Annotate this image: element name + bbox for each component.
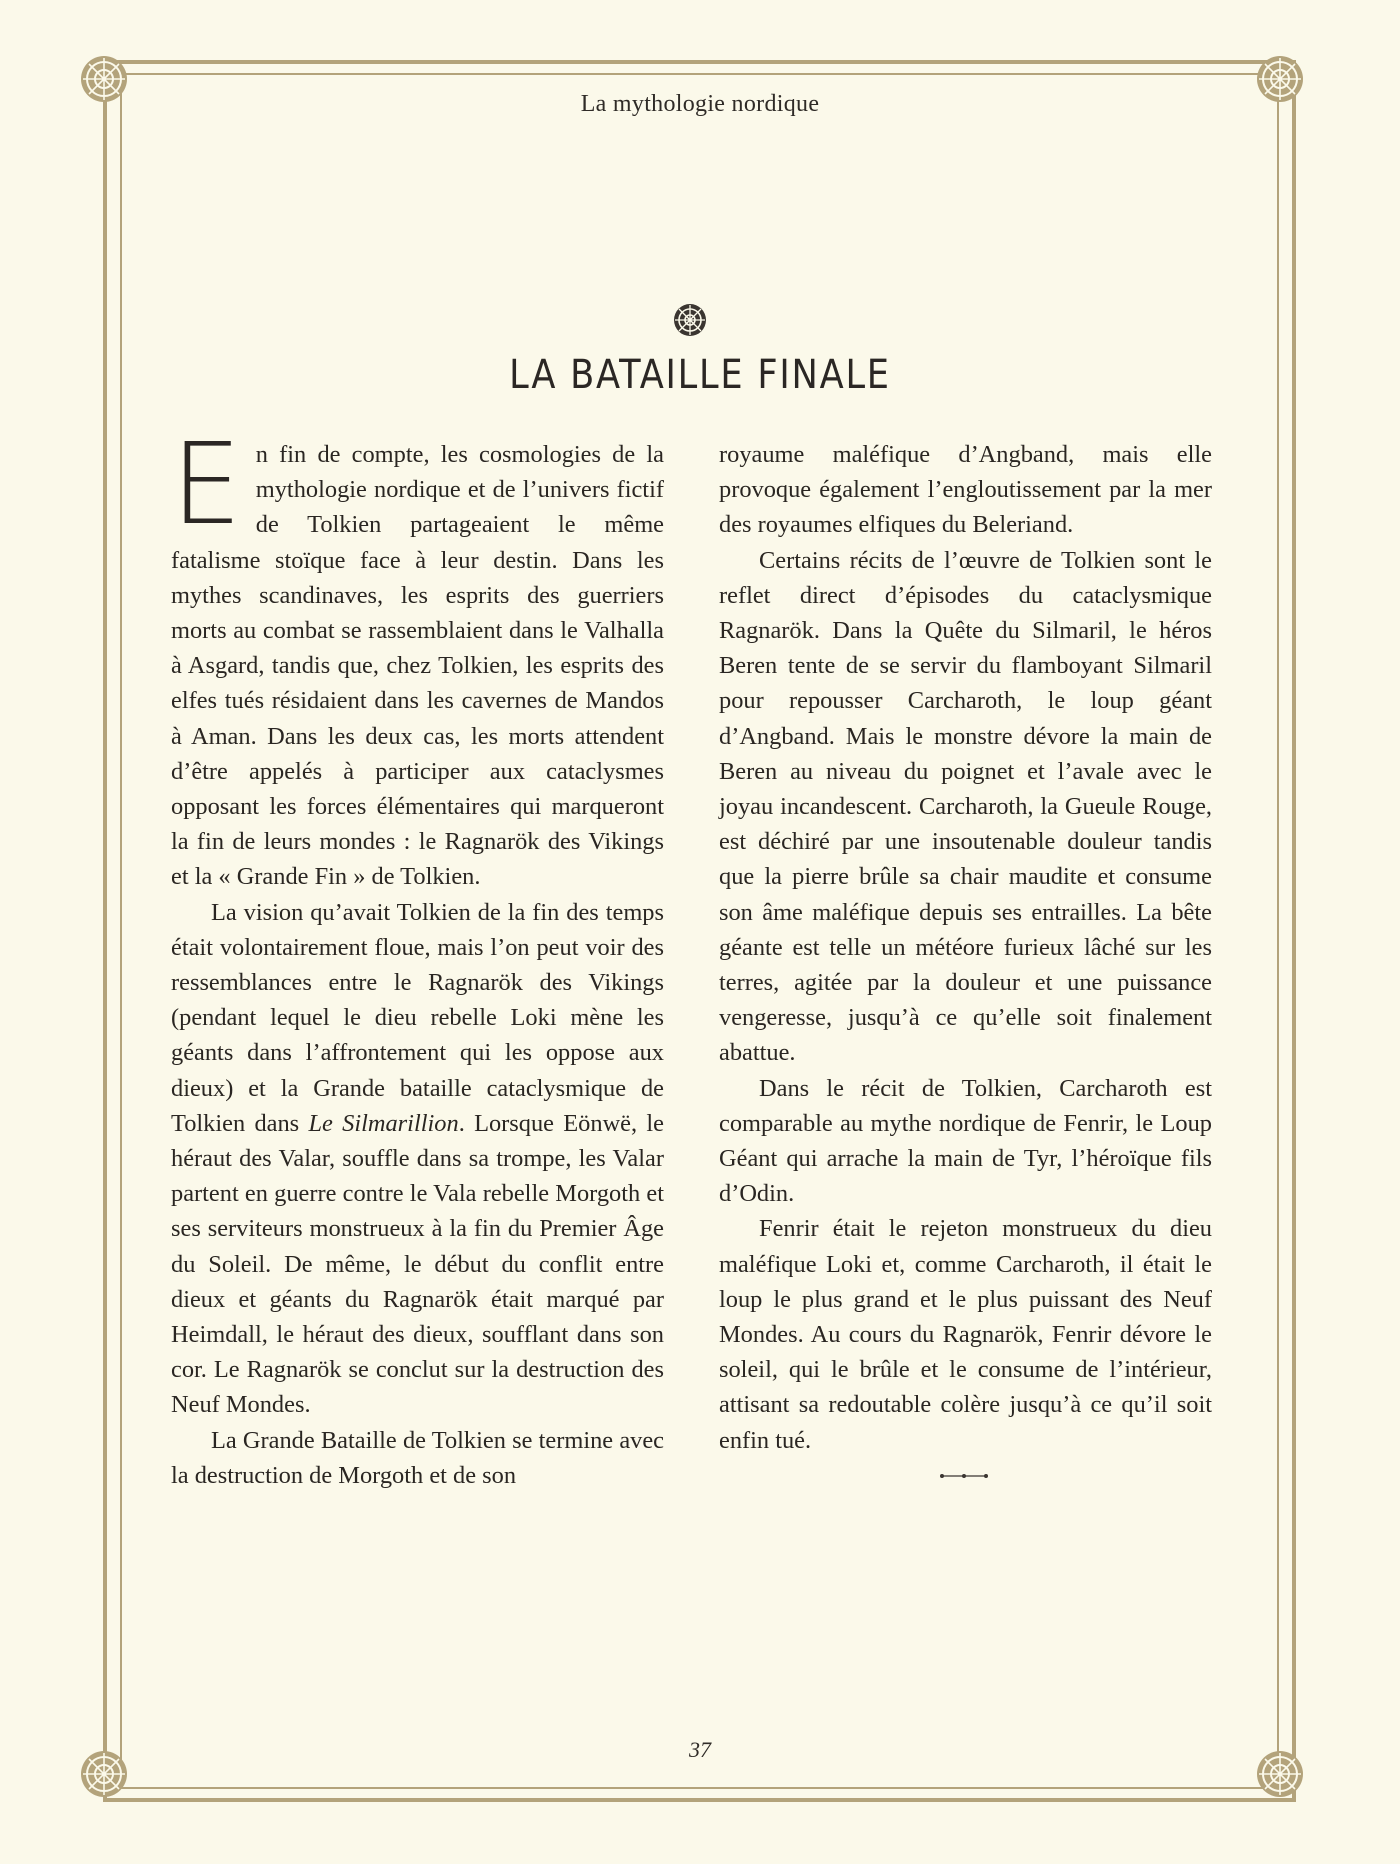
running-head: La mythologie nordique [580,91,820,117]
book-title: Le Silmarillion [308,1109,459,1137]
chapter-title: LA BATAILLE FINALE [509,352,891,398]
page-number: 37 [689,1737,711,1762]
paragraph: La vision qu’avait Tolkien de la fin des temps était volontairement floue, mais l’on peut voir des ressemblances entre le Ragnarök des Vikings (pendant lequel le dieu rebelle Loki mène les géants dans l’affrontement qui les oppose aux dieux) et la Grande bataille cataclysmique de Tolkien dans Le Silmarillion. Lorsque Eönwë, le héraut des Valar, souffle dans sa trompe, les Valar partent en guerre contre le Vala rebelle Morgoth et ses serviteurs monstrueux à la fin du Premier Âge du Soleil. De même, le début du conflit entre dieux et géants du Ragnarök était marqué par Heimdall, le héraut des dieux, soufflant dans son cor. Le Ragnarök se conclut sur la destruction des Neuf Mondes. [171,898,664,1419]
drop-cap: E [171,420,242,550]
left-column [171,420,664,1493]
title-knot-icon [672,302,708,338]
paragraph: Dans le récit de Tolkien, Carcharoth est comparable au mythe nordique de Fenrir, le Loup Géant qui arrache la main de Tyr, l’héroïque fils d’Odin. [719,1074,1212,1208]
right-column [719,437,1212,1458]
paragraph: En fin de compte, les cosmologies de la mythologie nordique et de l’univers fictif de Tolkien partageaient le même fatalisme stoïque face à leur destin. Dans les mythes scandinaves, les esprits des guerriers morts au combat se rassemblaient dans le Valhalla à Asgard, tandis que, chez Tolkien, les esprits des elfes tués résidaient dans les cavernes de Mandos à Aman. Dans les deux cas, les morts attendent d’être appelés à participer aux cataclysmes opposant les forces élémentaires qui marqueront la fin de leurs mondes : le Ragnarök des Vikings et la « Grande Fin » de Tolkien. [171,420,664,891]
paragraph: Fenrir était le rejeton monstrueux du dieu maléfique Loki et, comme Carcharoth, il était le loup le plus grand et le plus puissant des Neuf Mondes. Au cours du Ragnarök, Fenrir dévore le soleil, qui le brûle et le consume de l’intérieur, attisant sa redoutable colère jusqu’à ce qu’il soit enfin tué. [719,1215,1212,1454]
paragraph: Certains récits de l’œuvre de Tolkien sont le reflet direct d’épisodes du cataclysmique Ragnarök. Dans la Quête du Silmaril, le héros Beren tente de se servir du flamboyant Silmaril pour repousser Carcharoth, le loup géant d’Angband. Mais le monstre dévore la main de Beren au niveau du poignet et l’avale avec le joyau incandescent. Carcharoth, la Gueule Rouge, est déchiré par une insoutenable douleur tandis que la pierre brûle sa chair maudite et consume son âme maléfique depuis ses entrailles. La bête géante est telle un météore furieux lâché sur les terres, agitée par la douleur et une puissance vengeresse, jusqu’à ce qu’elle soit finalement abattue. [719,546,1212,1067]
paragraph: La Grande Bataille de Tolkien se termine avec la destruction de Morgoth et de son [171,1426,664,1489]
paragraph: royaume maléfique d’Angband, mais elle provoque également l’engloutissement par la mer des royaumes elfiques du Beleriand. [719,441,1212,539]
end-ornament-icon [938,1468,990,1478]
